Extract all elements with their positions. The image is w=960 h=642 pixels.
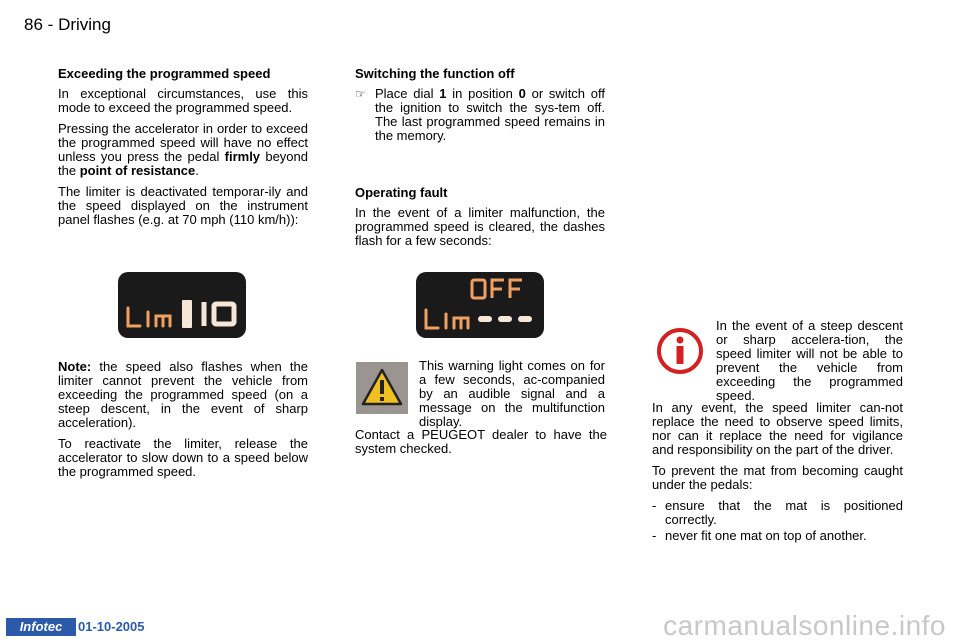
- switching-off-heading: Switching the function off: [355, 66, 515, 81]
- col1-paragraph-4: To reactivate the limiter, release the accelerator to slow down to a speed below the programmed speed.: [58, 436, 308, 479]
- warning-light-text-block: [419, 359, 605, 436]
- section-title: Driving: [58, 15, 111, 34]
- info-icon: [655, 326, 705, 376]
- warning-triangle-icon: [356, 362, 408, 414]
- note-paragraph: Note: the speed also flashes when the limiter cannot prevent the vehicle from exceeding the programmed speed (on a steep descent, in the event of sharp acceleration).: [58, 359, 308, 430]
- operating-fault-heading: Operating fault: [355, 185, 448, 200]
- lim-110-display-graphic: [118, 272, 246, 338]
- info-text-block: [716, 319, 903, 410]
- col1-paragraph-1: In exceptional circumstances, use this mode to exceed the programmed speed.: [58, 86, 308, 115]
- col1-paragraph-3: The limiter is deactivated temporar-ily and the speed displayed on the instrument panel flashes (e.g. at 70 mph (110 km/h)):: [58, 184, 308, 227]
- col3-paragraph-1: In any event, the speed limiter can-not replace the need to observe speed limits, nor can it replace the need for vigilance and responsibility on the part of the driver.: [652, 400, 903, 457]
- note-label: Note:: [58, 359, 92, 374]
- warning-light-description: This warning light comes on for a few seconds, ac-companied by an audible signal and a message on the multifunction display.: [419, 358, 605, 429]
- col3-paragraph-2: To prevent the mat from becoming caught under the pedals:: [652, 463, 903, 492]
- switch-off-instruction: ☞ Place dial 1 in position 0 or switch off the ignition to switch the sys-tem off. The last programmed speed remains in the memory.: [355, 86, 605, 143]
- limiter-display-110: [118, 272, 246, 338]
- list-item: - ensure that the mat is positioned correctly.: [652, 498, 903, 527]
- column-2-bottom: [355, 428, 607, 463]
- infotec-logo: Infotec: [6, 618, 76, 636]
- column-3-bottom: [652, 401, 903, 545]
- page-header: [24, 15, 111, 35]
- limiter-display-off: [416, 272, 544, 338]
- page-number: 86: [24, 15, 43, 34]
- column-1-top: [58, 67, 308, 234]
- col2-paragraph-1: In the event of a limiter malfunction, the programmed speed is cleared, the dashes flash for a few seconds:: [355, 205, 605, 248]
- firmly-bold: firmly: [224, 149, 261, 164]
- contact-dealer-paragraph: Contact a PEUGEOT dealer to have the system checked.: [355, 427, 607, 456]
- column-1-bottom: [58, 360, 308, 486]
- column-2-middle: [355, 186, 605, 255]
- list-item: - never fit one mat on top of another.: [652, 528, 867, 543]
- col1-paragraph-2: Pressing the accelerator in order to exceed the programmed speed will have no effect unless you press the pedal firmly beyond the point of resistance.: [58, 121, 308, 178]
- pointing-hand-icon: ☞: [355, 87, 366, 101]
- info-paragraph: In the event of a steep descent or sharp accelera-tion, the speed limiter will not be able to prevent the vehicle from exceeding the programmed speed.: [716, 318, 903, 403]
- header-separator: -: [47, 15, 54, 34]
- point-of-resistance-bold: point of resistance: [79, 163, 196, 178]
- off-display-graphic: [416, 272, 544, 338]
- watermark: carmanualsonline.info: [663, 610, 946, 641]
- footer-date: 01-10-2005: [78, 619, 145, 634]
- exceeding-heading: Exceeding the programmed speed: [58, 66, 271, 81]
- column-2-top: [355, 67, 605, 143]
